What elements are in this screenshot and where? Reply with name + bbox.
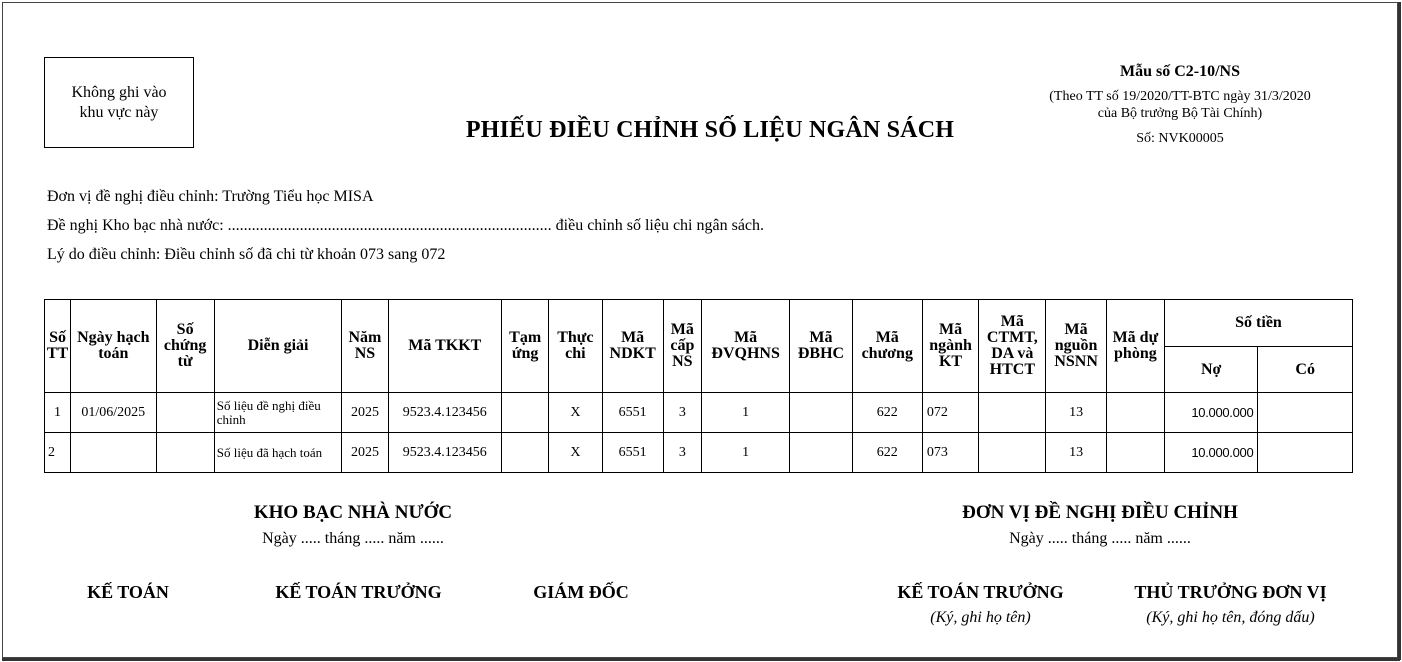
header-tam-ung: Tạm ứng [502,300,549,393]
header-ma-tkkt: Mã TKKT [388,300,502,393]
cell-cap-ns: 3 [663,433,701,473]
info-reason: Lý do điều chỉnh: Điều chỉnh số đã chi từ khoản 073 sang 072 [47,246,446,263]
header-ma-ctmt: Mã CTMT, DA và HTCT [979,300,1046,393]
thu-truong-signature: THỦ TRƯỞNG ĐƠN VỊ [1134,582,1327,602]
cell-no: 10.000.000 [1165,433,1258,473]
form-reference-line2: của Bộ trưởng Bộ Tài Chính) [1097,106,1263,121]
ke-toan-truong-dv-note: (Ký, ghi họ tên) [930,609,1031,626]
cell-dien-giai: Số liệu đề nghị điều chỉnh [214,393,342,433]
cell-dvqhns: 1 [701,433,789,473]
thu-truong-note: (Ký, ghi họ tên, đóng dấu) [1146,609,1315,626]
table-row [45,393,1353,433]
ke-toan-truong-dv-signature: KẾ TOÁN TRƯỞNG [897,582,1064,602]
header-ma-nguon-nsnn: Mã nguồn NSNN [1046,300,1106,393]
header-ngay-hach-toan: Ngày hạch toán [71,300,156,393]
cell-thuc-chi: X [549,433,602,473]
cell-thuc-chi: X [549,393,602,433]
header-thuc-chi: Thực chi [549,300,602,393]
header-co: Có [1258,347,1353,393]
header-ma-nganh-kt: Mã ngành KT [922,300,978,393]
form-reference [1000,88,1360,122]
cell-dvqhns: 1 [701,393,789,433]
header-ma-chuong: Mã chương [852,300,922,393]
header-ma-ndkt: Mã NDKT [602,300,663,393]
header-ma-du-phong: Mã dự phòng [1106,300,1164,393]
cell-ndkt: 6551 [602,393,663,433]
cell-nganh: 073 [922,433,978,473]
ke-toan-signature: KẾ TOÁN [87,582,169,602]
cell-ndkt: 6551 [602,433,663,473]
cell-so-ct [156,433,214,473]
cell-ngay: 01/06/2025 [71,393,156,433]
cell-du-phong [1106,393,1164,433]
cell-du-phong [1106,433,1164,473]
page-shadow-right [1398,2,1401,660]
treasury-title: KHO BẠC NHÀ NƯỚC [253,502,453,523]
header-nam-ns: Năm NS [342,300,388,393]
reserved-area-box [44,57,194,148]
cell-nam: 2025 [342,433,388,473]
form-number: Mẫu số C2-10/NS [1119,63,1240,80]
cell-tam-ung [502,393,549,433]
cell-tkkt: 9523.4.123456 [388,433,502,473]
cell-ctmt [979,393,1046,433]
reserved-area-line1: Không ghi vào [71,83,167,101]
header-ma-dvqhns: Mã ĐVQHNS [701,300,789,393]
ke-toan-truong-kb-signature: KẾ TOÁN TRƯỞNG [275,582,442,602]
form-reference-line1: (Theo TT số 19/2020/TT-BTC ngày 31/3/2020 [1049,89,1311,104]
treasury-date: Ngày ..... tháng ..... năm ...... [262,530,444,547]
giam-doc-signature: GIÁM ĐỐC [533,582,629,602]
cell-co [1258,433,1353,473]
document-number: Số: NVK00005 [1136,131,1224,146]
cell-stt: 2 [45,433,71,473]
adjustment-table [44,299,1353,473]
cell-stt: 1 [45,393,71,433]
cell-co [1258,393,1353,433]
header-ma-cap-ns: Mã cấp NS [663,300,701,393]
cell-tkkt: 9523.4.123456 [388,393,502,433]
unit-date: Ngày ..... tháng ..... năm ...... [1009,530,1191,547]
header-dien-giai: Diễn giải [214,300,342,393]
info-unit: Đơn vị đề nghị điều chỉnh: Trường Tiểu học MISA [47,188,374,205]
header-no: Nợ [1165,347,1258,393]
table-row [45,433,1353,473]
header-ma-dbhc: Mã ĐBHC [790,300,852,393]
header-stt: Số TT [45,300,71,393]
header-so-tien: Số tiền [1165,300,1353,347]
cell-ctmt [979,433,1046,473]
cell-so-ct [156,393,214,433]
cell-no: 10.000.000 [1165,393,1258,433]
cell-tam-ung [502,433,549,473]
cell-nam: 2025 [342,393,388,433]
cell-ngay [71,433,156,473]
cell-cap-ns: 3 [663,393,701,433]
document-title: PHIẾU ĐIỀU CHỈNH SỐ LIỆU NGÂN SÁCH [465,117,955,143]
cell-nguon: 13 [1046,393,1106,433]
cell-dbhc [790,433,852,473]
cell-dien-giai: Số liệu đã hạch toán [214,433,342,473]
info-treasury: Đề nghị Kho bạc nhà nước: ................................................................................. điều chỉnh số liệu chi ngân sách. [47,217,765,234]
cell-dbhc [790,393,852,433]
cell-chuong: 622 [852,433,922,473]
cell-chuong: 622 [852,393,922,433]
cell-nguon: 13 [1046,433,1106,473]
unit-title: ĐƠN VỊ ĐỀ NGHỊ ĐIỀU CHỈNH [962,502,1238,523]
page-shadow-bottom [2,658,1400,661]
cell-nganh: 072 [922,393,978,433]
header-so-chung-tu: Số chứng từ [156,300,214,393]
reserved-area-line2: khu vực này [79,103,159,121]
